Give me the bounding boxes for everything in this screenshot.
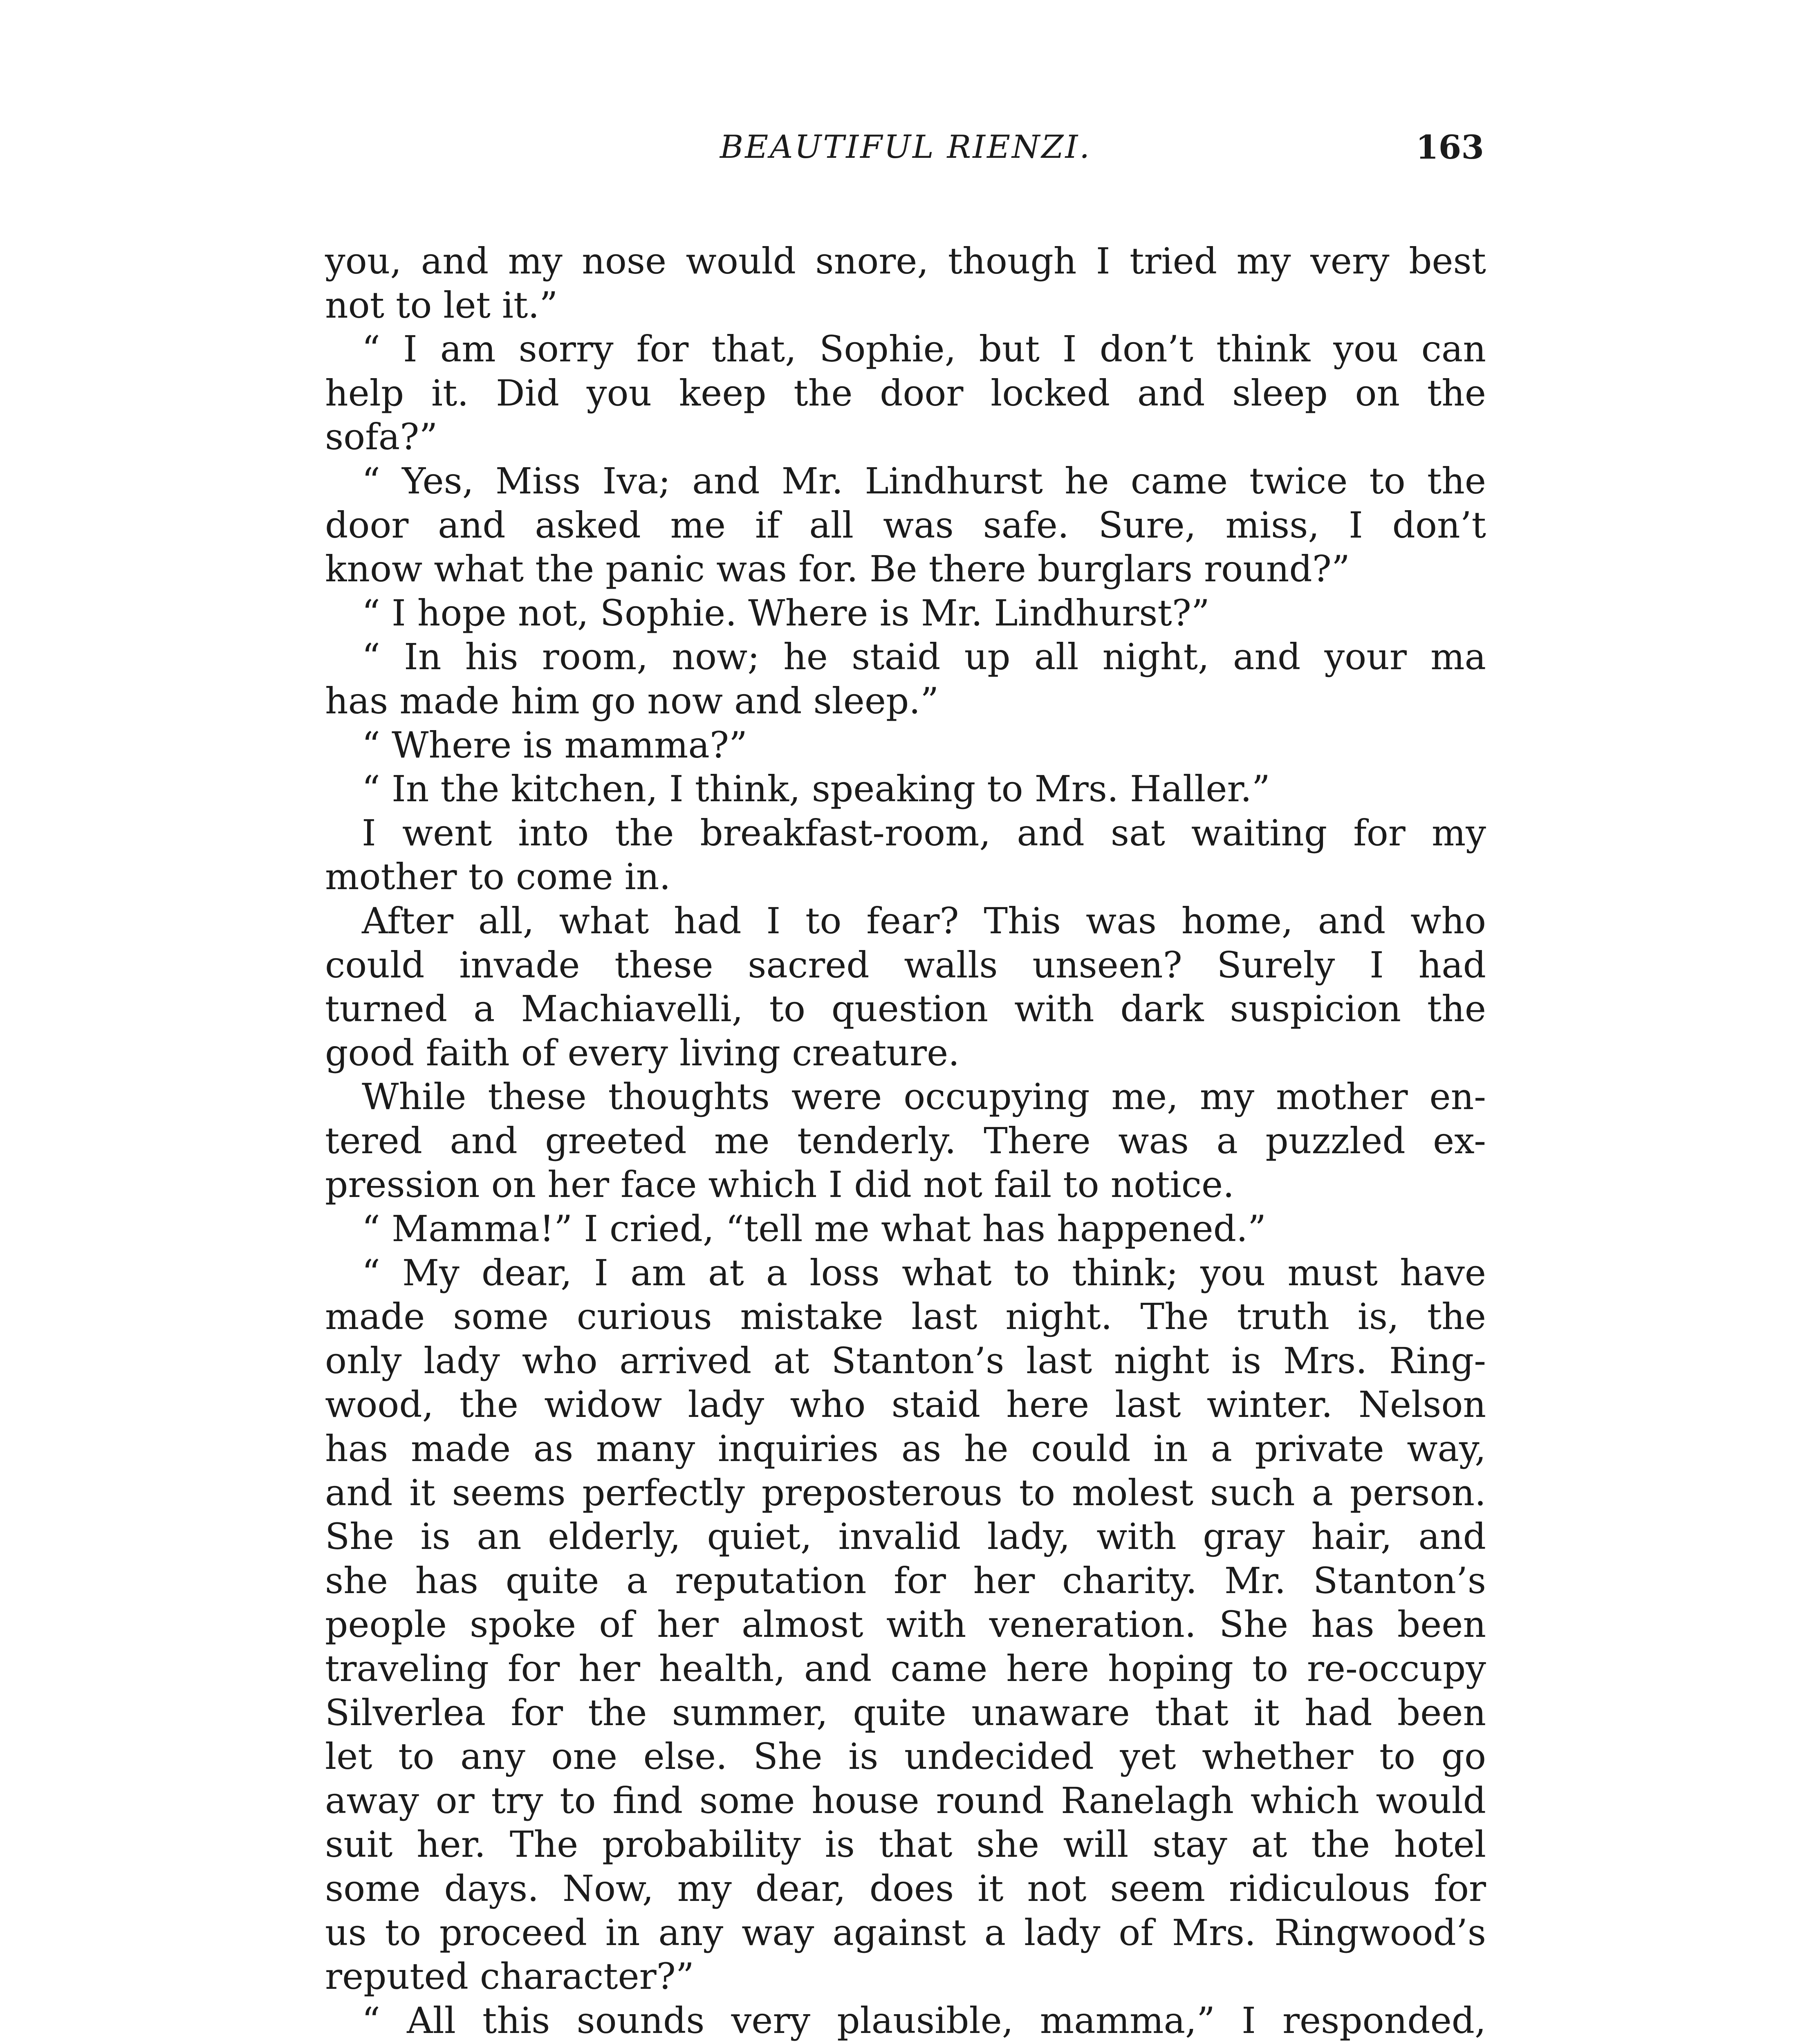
text-line: After all, what had I to fear? This was home, and who xyxy=(362,899,1486,942)
text-line: sofa?” xyxy=(325,416,438,458)
running-title: BEAUTIFUL RIENZI. xyxy=(720,129,1092,166)
text-line: not to let it.” xyxy=(325,284,558,326)
text-line: reputed character?” xyxy=(325,1955,694,1998)
text-line: tered and greeted me tenderly. There was a puzzled ex- xyxy=(325,1119,1486,1162)
text-line: let to any one else. She is undecided yet whether to go xyxy=(325,1735,1486,1778)
text-line: Silverlea for the summer, quite unaware that it had been xyxy=(325,1691,1486,1734)
text-line: “ I hope not, Sophie. Where is Mr. Lindhurst?” xyxy=(362,592,1210,634)
text-line xyxy=(325,2042,1486,2044)
text-line: good faith of every living creature. xyxy=(325,1031,960,1074)
text-line: I went into the breakfast-room, and sat waiting for my xyxy=(362,811,1486,854)
body-text xyxy=(325,239,1486,2044)
text-line: us to proceed in any way against a lady of Mrs. Ringwood’s xyxy=(325,1911,1486,1954)
text-line: turned a Machiavelli, to question with dark suspicion the xyxy=(325,988,1486,1030)
text-line: “ All this sounds very plausible, mamma,” I responded, xyxy=(362,1999,1486,2042)
text-line: has made him go now and sleep.” xyxy=(325,679,939,722)
text-line: only lady who arrived at Stanton’s last night is Mrs. Ring- xyxy=(325,1339,1486,1382)
text-line: mother to come in. xyxy=(325,856,671,898)
text-line: While these thoughts were occupying me, my mother en- xyxy=(362,1076,1486,1118)
text-line: traveling for her health, and came here hoping to re-occupy xyxy=(325,1647,1486,1690)
text-line: “ In the kitchen, I think, speaking to Mrs. Haller.” xyxy=(362,768,1270,810)
text-line: She is an elderly, quiet, invalid lady, with gray hair, and xyxy=(325,1515,1486,1558)
text-line: some days. Now, my dear, does it not seem ridiculous for xyxy=(325,1867,1486,1910)
text-line: has made as many inquiries as he could in a private way, xyxy=(325,1428,1486,1470)
text-line: “ Mamma!” I cried, “tell me what has happened.” xyxy=(362,1208,1266,1250)
text-line: pression on her face which I did not fail to notice. xyxy=(325,1163,1235,1206)
text-line: help it. Did you keep the door locked and sleep on the xyxy=(325,372,1486,414)
text-line: suit her. The probability is that she will stay at the hotel xyxy=(325,1823,1486,1866)
text-line: know what the panic was for. Be there burglars round?” xyxy=(325,548,1350,590)
text-line: made some curious mistake last night. The truth is, the xyxy=(325,1295,1486,1338)
text-line: “ Where is mamma?” xyxy=(362,724,747,766)
text-line: could invade these sacred walls unseen? Surely I had xyxy=(325,944,1486,986)
text-line: “ Yes, Miss Iva; and Mr. Lindhurst he came twice to the xyxy=(362,459,1486,502)
text-line: “ In his room, now; he staid up all night, and your ma xyxy=(362,636,1486,678)
text-line: “ I am sorry for that, Sophie, but I don’t think you can xyxy=(362,328,1486,370)
text-line: and it seems perfectly preposterous to molest such a person. xyxy=(325,1471,1486,1514)
text-line: away or try to find some house round Ranelagh which would xyxy=(325,1779,1486,1822)
text-line: door and asked me if all was safe. Sure, miss, I don’t xyxy=(325,504,1486,546)
text-line: she has quite a reputation for her charity. Mr. Stanton’s xyxy=(325,1559,1486,1602)
text-line: you, and my nose would snore, though I tried my very best xyxy=(325,240,1486,282)
text-line: people spoke of her almost with veneration. She has been xyxy=(325,1603,1486,1646)
text-line: wood, the widow lady who staid here last winter. Nelson xyxy=(325,1383,1486,1426)
running-head xyxy=(327,123,1484,172)
text-line: “ My dear, I am at a loss what to think; you must have xyxy=(362,1251,1486,1294)
page-number: 163 xyxy=(1416,128,1484,166)
